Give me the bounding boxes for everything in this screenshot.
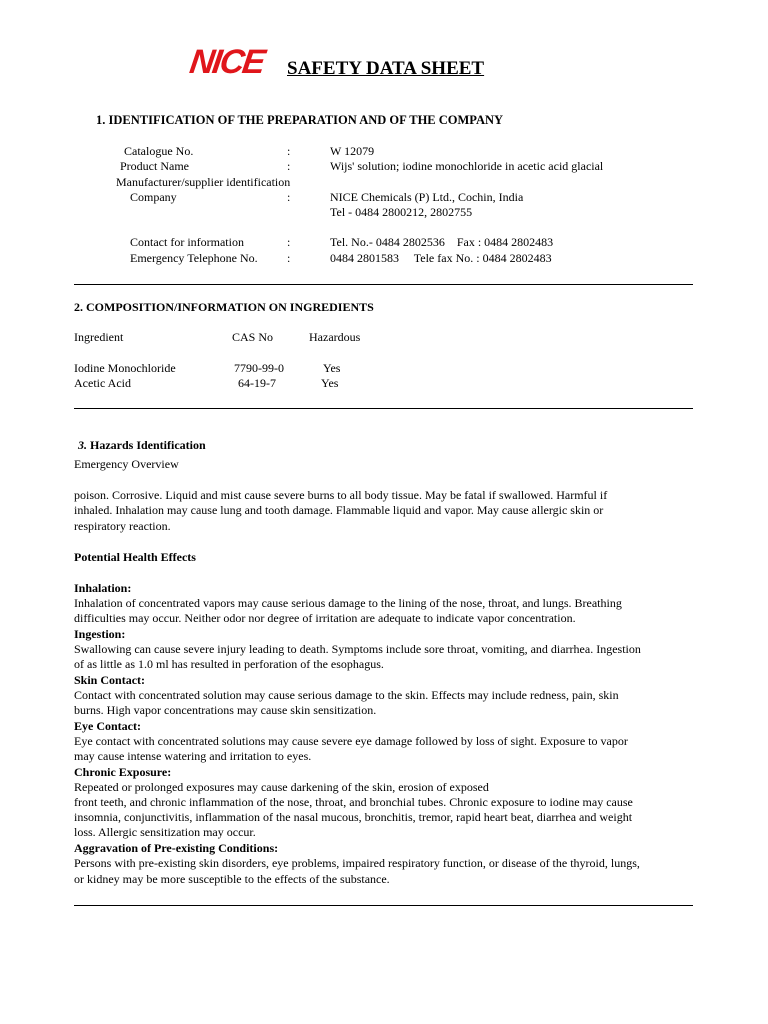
chronic-text: loss. Allergic sensitization may occur. (74, 825, 256, 839)
colon: : (287, 144, 291, 158)
health-effects-heading: Potential Health Effects (74, 550, 196, 564)
company-label: Company (130, 190, 177, 204)
col-hazardous: Hazardous (309, 330, 361, 344)
overview-line: inhaled. Inhalation may cause lung and tooth damage. Flammable liquid and vapor. May cause allergic skin or (74, 503, 604, 517)
emergency-overview-label: Emergency Overview (74, 457, 179, 471)
col-cas: CAS No (232, 330, 274, 344)
contact-value: Tel. No.- 0484 2802536 Fax : 0484 2802483 (330, 235, 554, 249)
emergency-value: 0484 2801583 Tele fax No. : 0484 2802483 (330, 251, 552, 265)
ingredient-hazardous: Yes (321, 376, 339, 390)
section2-heading: 2. COMPOSITION/INFORMATION ON INGREDIENTS (74, 300, 374, 314)
chronic-text: Repeated or prolonged exposures may cause darkening of the skin, erosion of exposed (74, 780, 489, 794)
eye-text: Eye contact with concentrated solutions may cause severe eye damage followed by loss of sight. Exposure to vapor (74, 734, 628, 748)
colon: : (287, 159, 291, 173)
ingredient-hazardous: Yes (323, 361, 341, 375)
section3-title: Hazards Identification (90, 438, 206, 452)
inhalation-text: Inhalation of concentrated vapors may cause serious damage to the lining of the nose, throat, and lungs. Breathing (74, 596, 622, 610)
catalogue-value: W 12079 (330, 144, 375, 158)
col-ingredient: Ingredient (74, 330, 124, 344)
aggravation-text: Persons with pre-existing skin disorders, eye problems, impaired respiratory function, or disease of the thyroid, lungs, (74, 856, 640, 870)
company-logo: NICE (187, 43, 266, 81)
section-divider (74, 408, 693, 409)
colon: : (287, 235, 291, 249)
ingestion-text: of as little as 1.0 ml has resulted in perforation of the esophagus. (74, 657, 384, 671)
ingredient-name: Acetic Acid (74, 376, 131, 390)
section-divider (74, 905, 693, 906)
eye-text: may cause intense watering and irritation to eyes. (74, 749, 312, 763)
aggravation-text: or kidney may be more susceptible to the effects of the substance. (74, 872, 390, 886)
document-title: SAFETY DATA SHEET (287, 58, 485, 79)
overview-line: respiratory reaction. (74, 519, 171, 533)
inhalation-text: difficulties may occur. Neither odor nor degree of irritation are adequate to indicate vapor concentration. (74, 611, 576, 625)
section-divider (74, 284, 693, 285)
aggravation-heading: Aggravation of Pre-existing Conditions: (74, 841, 279, 855)
skin-text: Contact with concentrated solution may cause serious damage to the skin. Effects may include redness, pain, skin (74, 688, 619, 702)
ingredient-name: Iodine Monochloride (74, 361, 176, 375)
product-value: Wijs' solution; iodine monochloride in acetic acid glacial (330, 159, 604, 173)
section1-heading: 1. IDENTIFICATION OF THE PREPARATION AND OF THE COMPANY (96, 113, 504, 127)
colon: : (287, 190, 291, 204)
section3-heading (78, 438, 206, 453)
product-label: Product Name (120, 159, 189, 173)
catalogue-label: Catalogue No. (124, 144, 194, 158)
contact-label: Contact for information (130, 235, 244, 249)
overview-line: poison. Corrosive. Liquid and mist cause severe burns to all body tissue. May be fatal if swallowed. Harmful if (74, 488, 608, 502)
ingredient-cas: 64-19-7 (238, 376, 276, 390)
eye-heading: Eye Contact: (74, 719, 141, 733)
emergency-label: Emergency Telephone No. (130, 251, 258, 265)
skin-text: burns. High vapor concentrations may cause skin sensitization. (74, 703, 377, 717)
ingestion-heading: Ingestion: (74, 627, 126, 641)
chronic-heading: Chronic Exposure: (74, 765, 172, 779)
chronic-text: front teeth, and chronic inflammation of the nose, throat, and bronchial tubes. Chronic exposure to iodine may cause (74, 795, 633, 809)
colon: : (287, 251, 291, 265)
company-value: NICE Chemicals (P) Ltd., Cochin, India (330, 190, 524, 204)
skin-heading: Skin Contact: (74, 673, 146, 687)
chronic-text: insomnia, conjunctivitis, inflammation of the nasal mucous, bronchitis, tremor, rapid heart beat, diarrhea and weight (74, 810, 633, 824)
section3-number: 3. (78, 438, 87, 452)
manufacturer-label: Manufacturer/supplier identification (116, 175, 291, 189)
inhalation-heading: Inhalation: (74, 581, 132, 595)
company-tel: Tel - 0484 2800212, 2802755 (330, 205, 473, 219)
ingredient-cas: 7790-99-0 (234, 361, 284, 375)
ingestion-text: Swallowing can cause severe injury leading to death. Symptoms include sore throat, vomiting, and diarrhea. Ingestion (74, 642, 641, 656)
